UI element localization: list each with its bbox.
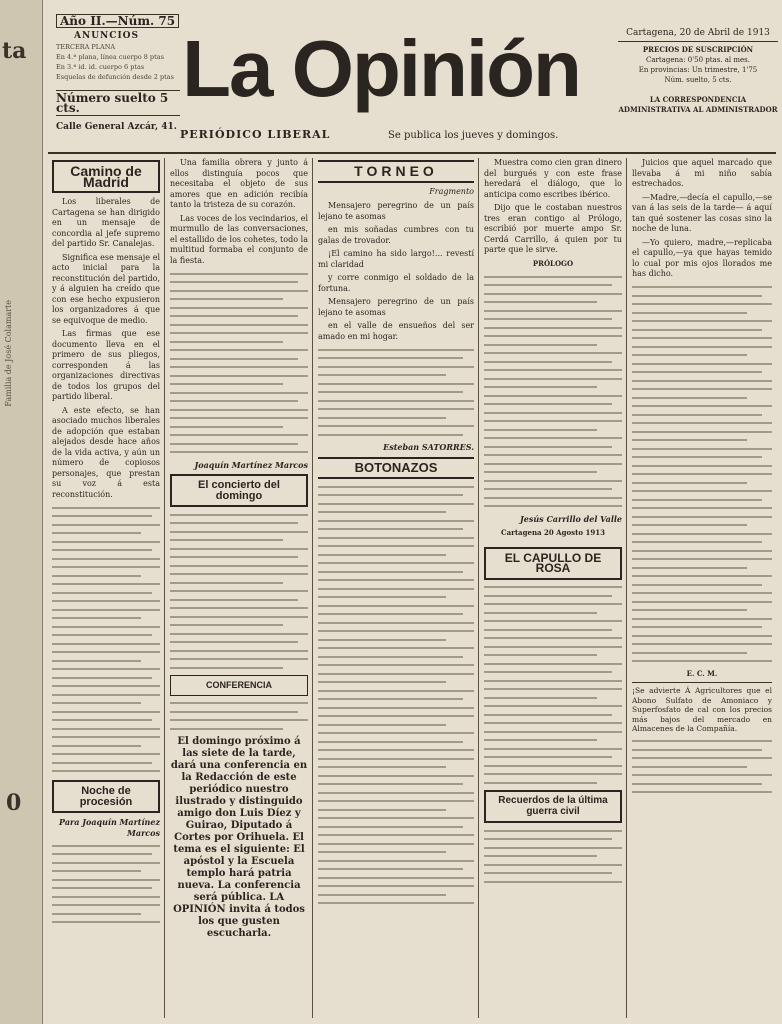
column-4 xyxy=(484,158,622,1018)
ad-rate-line: Esquelas de defunción desde 2 ptas xyxy=(56,73,174,81)
article-headline: EL CAPULLO DE ROSA xyxy=(484,547,622,580)
subscription-line: Cartagena: 0'50 ptas. al mes. xyxy=(645,56,750,64)
poem-line: en mis soñadas cumbres con tu galas de trovador. xyxy=(318,225,474,245)
gutter-fragment-2: 0 xyxy=(6,790,22,816)
article-date: Cartagena 20 Agosto 1913 xyxy=(501,528,605,537)
text-lines xyxy=(484,586,622,784)
subscription-title: PRECIOS DE SUSCRIPCIÓN xyxy=(642,45,754,54)
column-divider xyxy=(164,158,165,1018)
text-lines xyxy=(170,273,308,454)
article-signature: Jesús Carrillo del Valle xyxy=(519,513,622,524)
issue-date: Cartagena, 20 de Abril de 1913 xyxy=(618,28,778,42)
announcement-block: El domingo próximo á las siete de la tarde, dará una conferencia en la Redacción de este periódico nuestro ilustrado y distinguido amigo don Luis Díez y Guirao, Diputado á Cortes por Orihuela. El tema es el siguiente: El apóstol y la Escuela templo hará patria nueva. La conferencia será pública. LA OPINIÓN invita á todos los que gusten escucharla. xyxy=(170,736,308,939)
article-paragraph: —Madre,—decía el capullo,—se van á las seis de la tarde— á aquí tan qué sostener las cosas sino la noche de luna. xyxy=(632,192,772,233)
column-3 xyxy=(318,158,474,1018)
masthead-rule xyxy=(48,152,776,154)
subscription-line: Núm. suelto, 5 cts. xyxy=(664,76,732,84)
subscription-line: En provincias: Un trimestre, 1'75 xyxy=(638,66,758,74)
advertisement: ¡Se advierte Á Agricultores que el Abono Sulfato de Amoniaco y Superfosfato de cal con los precios más bajos del mercado en Almacenes de la Compañía. xyxy=(632,682,772,734)
column-5 xyxy=(632,158,772,1018)
annuncios-label: ANUNCIOS xyxy=(74,31,139,41)
admin-note: LA CORRESPONDENCIA ADMINISTRATIVA AL ADMINISTRADOR xyxy=(618,95,778,114)
article-paragraph: Muestra como cien gran dinero del burgués y con este frase heredará el diálogo, que lo anticipa como escribes ibérico. xyxy=(484,158,622,199)
masthead-left-box xyxy=(56,14,180,132)
article-paragraph: —Yo quiero, madre,—replicaba el capullo,—ya que hayas temido lo cual por mis ojos llorados me has dicho. xyxy=(632,237,772,278)
text-lines xyxy=(52,507,160,773)
article-signature: Joaquín Martínez Marcos xyxy=(194,459,308,470)
article-subtitle: Fragmento xyxy=(429,186,474,196)
text-lines xyxy=(484,276,622,508)
article-paragraph: Dijo que le costaban nuestros tres eran contigo al Prólogo, escribió por muerte ampo Sr. Cerdá Carrillo, á quien por tu parte que le sirve. xyxy=(484,203,622,254)
gutter-vertical-text: Familia de José Colamarte xyxy=(4,300,13,407)
issue-number: Año II.—Núm. 75 xyxy=(56,14,179,28)
article-signature: E. C. M. xyxy=(686,668,718,678)
section-heading: CONFERENCIA xyxy=(170,675,308,696)
column-2 xyxy=(170,158,308,1018)
article-headline: Noche de procesión xyxy=(52,780,160,813)
article-paragraph: Las voces de los vecindarios, el murmullo de las conversaciones, el estallido de los cohetes, todo la multitud formaba el conjunto de la fiesta. xyxy=(170,213,308,265)
poem-line: Mensajero peregrino de un país lejano te asomas xyxy=(318,297,474,317)
article-dedication: Para Joaquín Martínez Marcos xyxy=(59,817,160,838)
text-lines xyxy=(632,740,772,793)
adjacent-page-gutter xyxy=(0,0,43,1024)
ad-rate-line: En 3.ª id. id. cuerpo 6 ptas xyxy=(56,63,145,71)
article-paragraph: A este efecto, se han asociado muchos liberales de adopción que estaban alejados desde hace años de la vida activa, y aún un número de copiosos personajes, que prestan su voz á esta reconstitución. xyxy=(52,405,160,499)
poem-line: en el valle de ensueños del ser amado en mi hogar. xyxy=(318,321,474,341)
article-paragraph: Una familia obrera y junto á ellos distinguía pocos que necesitaba el objeto de sus amores que en adición recibía tanto la tristeza de su corazón. xyxy=(170,158,308,209)
column-divider xyxy=(478,158,479,1018)
article-signature: Esteban SATORRES. xyxy=(383,442,474,452)
text-lines xyxy=(484,830,622,883)
article-headline: El concierto del domingo xyxy=(170,474,308,507)
article-paragraph: Juicios que aquel marcado que llevaba á mi niño sabía estrechados. xyxy=(632,158,772,188)
ad-rate-line: En 4.ª plana, línea cuerpo 8 ptas xyxy=(56,53,164,61)
text-lines xyxy=(52,845,160,924)
poem-line: ¡El camino ha sido largo!... revestí mi claridad xyxy=(318,249,474,269)
text-lines xyxy=(318,486,474,905)
address: Calle General Azcár, 41. xyxy=(56,122,177,132)
article-headline: BOTONAZOS xyxy=(318,457,474,480)
column-divider xyxy=(626,158,627,1018)
text-lines xyxy=(318,349,474,436)
article-headline: Recuerdos de la última guerra civil xyxy=(484,790,622,823)
text-lines xyxy=(170,702,308,730)
column-divider xyxy=(312,158,313,1018)
poem-line: Mensajero peregrino de un país lejano te asomas xyxy=(318,201,474,221)
article-paragraph: Los liberales de Cartagena se han dirigido en un mensaje de concordia al jefe supremo del partido Sr. Canalejas. xyxy=(52,197,160,248)
ad-rate-line: TERCERA PLANA xyxy=(56,43,116,51)
masthead-right-box xyxy=(618,28,778,115)
column-1 xyxy=(52,158,160,1018)
article-paragraph: Las firmas que ese documento lleva en el primero de sus pliegos, corresponden á las organizaciones directivas de todos los grupos del partido liberal. xyxy=(52,329,160,401)
newspaper-title: La Opinión xyxy=(182,24,580,113)
poem-line: y corre conmigo el soldado de la fortuna. xyxy=(318,273,474,293)
article-headline: TORNEO xyxy=(318,160,474,183)
masthead xyxy=(48,10,776,152)
article-headline: Camino de Madrid xyxy=(52,160,160,193)
publication-tagline: Se publica los jueves y domingos. xyxy=(388,130,559,141)
issue-price: Número suelto 5 cts. xyxy=(56,90,180,116)
article-paragraph: Significa ese mensaje el acto inicial para la reconstitución del partido, y á alguien ha creído que con ese hecho expusieron los organizadores á que se equivoque de medio. xyxy=(52,252,160,325)
section-heading: PRÓLOGO xyxy=(532,258,574,268)
newspaper-subtitle: PERIÓDICO LIBERAL xyxy=(180,128,331,141)
text-lines xyxy=(170,514,308,669)
text-lines xyxy=(632,286,772,662)
gutter-fragment: ta xyxy=(2,38,27,64)
